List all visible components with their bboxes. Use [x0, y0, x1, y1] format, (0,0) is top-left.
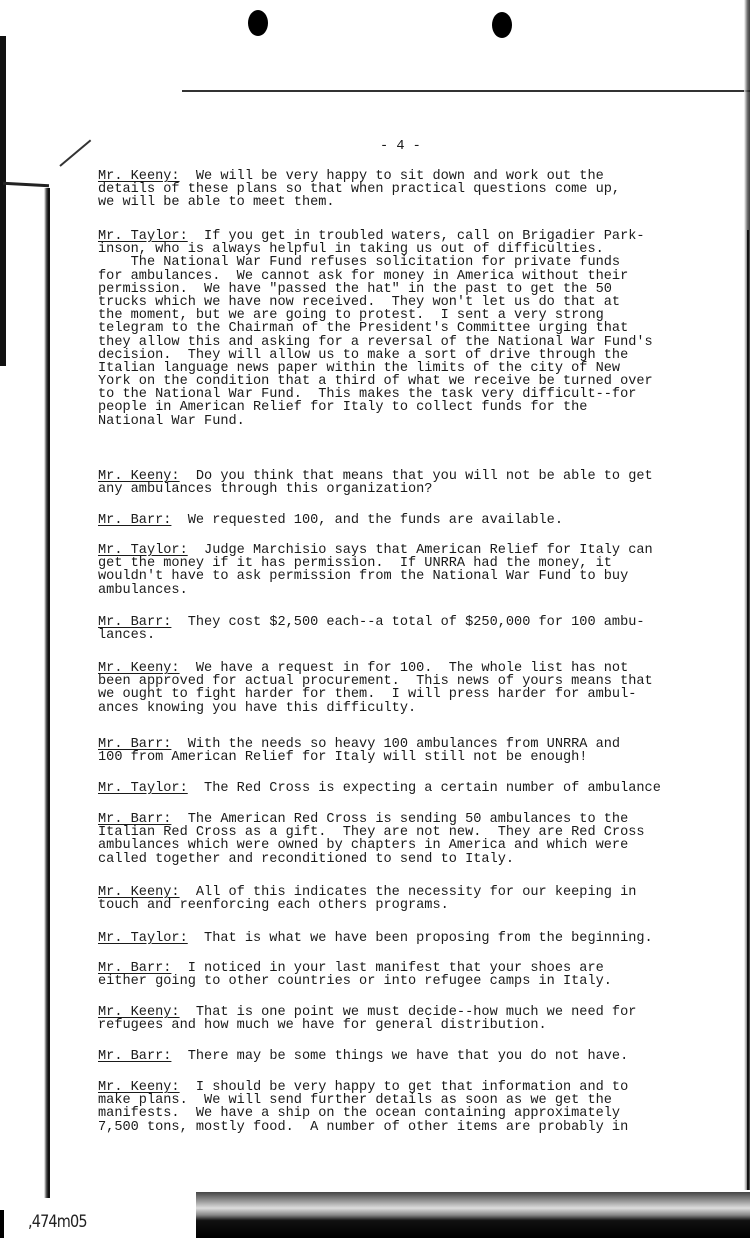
- line-text: touch and reenforcing each others programs.: [98, 898, 449, 914]
- text-line: [98, 629, 738, 642]
- line-text: 100 from American Relief for Italy will still not be enough!: [98, 750, 588, 766]
- line-text: decision. They will allow us to make a sort of drive through the: [98, 347, 629, 363]
- line-text: people in American Relief for Italy to collect funds for the: [98, 400, 588, 416]
- line-text: That is one point we must decide--how much we need for: [179, 1005, 637, 1020]
- punch-hole: [492, 12, 512, 38]
- line-text: make plans. We will send further details as soon as we get the: [98, 1093, 612, 1109]
- speaker-name: Mr. Barr:: [98, 513, 172, 528]
- text-line: [98, 415, 738, 428]
- line-text: The Red Cross is expecting a certain number of ambulance: [187, 781, 661, 796]
- line-text: telegram to the Chairman of the President's Committee urging that: [98, 321, 629, 337]
- dialogue-paragraph: [98, 544, 738, 597]
- line-text: trucks which we have now received. They won't let us do that at: [98, 294, 621, 310]
- line-text: Judge Marchisio says that American Relief for Italy can: [187, 543, 653, 558]
- line-text: we ought to fight harder for them. I will press harder for ambul-: [98, 687, 637, 703]
- dialogue-paragraph: [98, 782, 738, 795]
- text-line: [98, 932, 738, 945]
- text-line: [98, 899, 738, 912]
- line-text: There may be some things we have that you do not have.: [171, 1049, 629, 1064]
- dialogue-paragraph: [98, 1050, 738, 1063]
- line-text: All of this indicates the necessity for our keeping in: [179, 885, 637, 900]
- line-text: permission. We have "passed the hat" in the past to get the 50: [98, 281, 612, 297]
- line-text: they allow this and asking for a reversal of the National War Fund's: [98, 334, 653, 350]
- speaker-name: Mr. Keeny:: [98, 169, 180, 184]
- speaker-name: Mr. Taylor:: [98, 229, 188, 244]
- speaker-name: Mr. Keeny:: [98, 885, 180, 900]
- speaker-name: Mr. Barr:: [98, 615, 172, 630]
- text-line: [98, 196, 738, 209]
- dialogue-paragraph: [98, 230, 738, 428]
- text-line: [98, 1121, 738, 1134]
- line-text: lances.: [98, 628, 156, 644]
- dialogue-paragraph: [98, 514, 738, 527]
- line-text: get the money if it has permission. If UNRRA had the money, it: [98, 556, 612, 572]
- line-text: ambulances which were owned by chapters in America and which were: [98, 838, 629, 854]
- line-text: for ambulances. We cannot ask for money in America without their: [98, 268, 629, 284]
- line-text: I noticed in your last manifest that your shoes are: [171, 961, 604, 976]
- line-text: We will be very happy to sit down and work out the: [179, 169, 604, 184]
- line-text: 7,500 tons, mostly food. A number of other items are probably in: [98, 1119, 629, 1135]
- text-line: [98, 584, 738, 597]
- speaker-name: Mr. Barr:: [98, 961, 172, 976]
- text-line: [98, 975, 738, 988]
- dialogue-paragraph: [98, 932, 738, 945]
- text-line: [98, 616, 738, 629]
- line-text: We requested 100, and the funds are available.: [171, 513, 563, 528]
- text-line: [98, 570, 738, 583]
- line-text: ances knowing you have this difficulty.: [98, 700, 417, 716]
- dialogue-paragraph: [98, 170, 738, 210]
- line-text: National War Fund.: [98, 413, 245, 429]
- text-line: [98, 1019, 738, 1032]
- line-text: The National War Fund refuses solicitation for private funds: [98, 255, 621, 271]
- speaker-name: Mr. Taylor:: [98, 543, 188, 558]
- scan-edge-shadow: [0, 36, 6, 366]
- speaker-name: Mr. Keeny:: [98, 1005, 180, 1020]
- page-number: - 4 -: [380, 139, 421, 154]
- scan-edge-line: [747, 230, 749, 1190]
- speaker-name: Mr. Taylor:: [98, 781, 188, 796]
- dialogue-paragraph: [98, 1081, 738, 1134]
- scan-bottom-band: [196, 1192, 750, 1238]
- dialogue-paragraph: [98, 886, 738, 912]
- line-text: I should be very happy to get that information and to: [179, 1080, 629, 1095]
- line-text: been approved for actual procurement. This news of yours means that: [98, 674, 653, 690]
- speaker-name: Mr. Barr:: [98, 1049, 172, 1064]
- line-text: refugees and how much we have for general distribution.: [98, 1018, 547, 1034]
- dialogue-paragraph: [98, 470, 738, 496]
- speaker-name: Mr. Keeny:: [98, 469, 180, 484]
- line-text: we will be able to meet them.: [98, 195, 335, 211]
- dialogue-paragraph: [98, 662, 738, 715]
- punch-hole: [248, 10, 268, 36]
- line-text: wouldn't have to ask permission from the National War Fund to buy: [98, 569, 629, 585]
- text-line: [98, 853, 738, 866]
- dialogue-paragraph: [98, 738, 738, 764]
- text-line: [98, 514, 738, 527]
- line-text: If you get in troubled waters, call on Brigadier Park-: [187, 229, 645, 244]
- speaker-name: Mr. Taylor:: [98, 931, 188, 946]
- speaker-name: Mr. Keeny:: [98, 1080, 180, 1095]
- line-text: any ambulances through this organization?: [98, 482, 433, 498]
- text-line: [98, 702, 738, 715]
- line-text: called together and reconditioned to send to Italy.: [98, 851, 515, 867]
- line-text: to the National War Fund. This makes the task very difficult--for: [98, 387, 637, 403]
- line-text: The American Red Cross is sending 50 ambulances to the: [171, 812, 629, 827]
- line-text: either going to other countries or into refugee camps in Italy.: [98, 974, 612, 990]
- dialogue-paragraph: [98, 1006, 738, 1032]
- dialogue-paragraph: [98, 962, 738, 988]
- line-text: York on the condition that a third of what we receive be turned over: [98, 374, 653, 390]
- speaker-name: Mr. Barr:: [98, 812, 172, 827]
- line-text: Italian Red Cross as a gift. They are not new. They are Red Cross: [98, 825, 645, 841]
- line-text: inson, who is always helpful in taking us out of difficulties.: [98, 242, 604, 258]
- text-line: [98, 483, 738, 496]
- speaker-name: Mr. Barr:: [98, 737, 172, 752]
- text-line: [98, 782, 738, 795]
- line-text: ambulances.: [98, 582, 188, 598]
- text-line: [98, 1050, 738, 1063]
- line-text: Italian language news paper within the limits of the city of New: [98, 360, 621, 376]
- speaker-name: Mr. Keeny:: [98, 661, 180, 676]
- dialogue-paragraph: [98, 616, 738, 642]
- pen-mark: [59, 140, 91, 167]
- line-text: Do you think that means that you will not be able to get: [179, 469, 653, 484]
- line-text: We have a request in for 100. The whole list has not: [179, 661, 629, 676]
- line-text: details of these plans so that when practical questions come up,: [98, 182, 621, 198]
- line-text: With the needs so heavy 100 ambulances from UNRRA and: [171, 737, 621, 752]
- text-line: [98, 751, 738, 764]
- line-text: manifests. We have a ship on the ocean containing approximately: [98, 1106, 621, 1122]
- folder-tab-edge: [182, 0, 750, 92]
- scan-edge-shadow: [3, 182, 49, 187]
- line-text: That is what we have been proposing from the beginning.: [187, 931, 653, 946]
- scan-edge-shadow: [0, 1210, 4, 1238]
- handwritten-note: ,474m05: [28, 1212, 87, 1232]
- dialogue-paragraph: [98, 813, 738, 866]
- line-text: They cost $2,500 each--a total of $250,000 for 100 ambu-: [171, 615, 645, 630]
- line-text: the moment, but we are going to protest. I sent a very strong: [98, 308, 604, 324]
- scan-edge-shadow: [44, 188, 50, 1198]
